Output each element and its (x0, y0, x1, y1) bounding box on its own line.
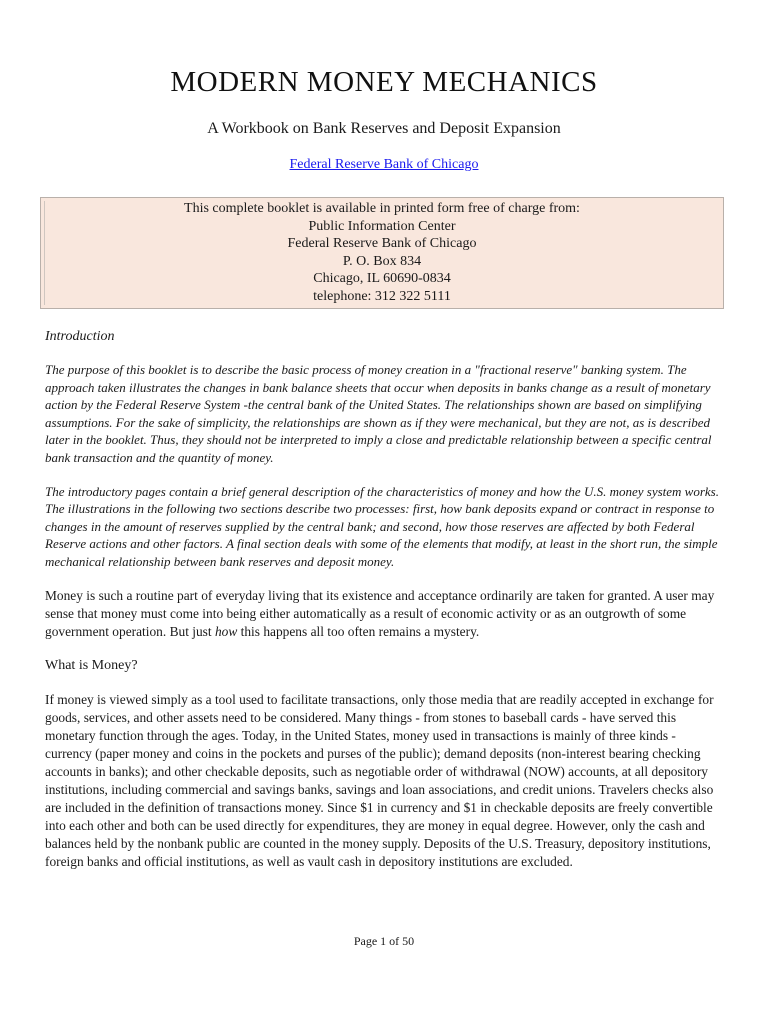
availability-line: Public Information Center (308, 218, 456, 234)
availability-line: Federal Reserve Bank of Chicago (287, 236, 477, 252)
availability-line: This complete booklet is available in printed form free of charge from: (184, 201, 580, 216)
introduction-paragraph-1: The purpose of this booklet is to describe the basic process of money creation in a "fractional reserve" banking system. The approach taken illustrates the changes in bank balance sheets that occur when deposits in banks change as a result of monetary action by the Federal Reserve System -the central bank of the United States. The relationships shown are based on simplifying assumptions. For the sake of simplicity, the relationships are shown as if they were mechanical, but they are not, as is described later in the booklet. Thus, they should not be interpreted to imply a close and predictable relationship between a specific central bank transaction and the quantity of money. (45, 362, 712, 465)
availability-line: P. O. Box 834 (342, 253, 422, 269)
paragraph-text: Money is such a routine part of everyday living that its existence and acceptance ordinarily are taken for granted. A user may sense that money must come into being either automatically as a result of economic activity or as an outgrowth of some government operation. But just (45, 587, 715, 639)
emphasis-how: how (214, 623, 238, 639)
publisher-link[interactable]: Federal Reserve Bank of Chicago (289, 157, 479, 172)
availability-line: telephone: 312 322 5111 (313, 288, 451, 304)
page-number: Page 1 of 50 (353, 934, 415, 948)
publisher-link-row (0, 157, 768, 173)
body-paragraph-money-definition: If money is viewed simply as a tool used to facilitate transactions, only those media that are readily accepted in exchange for goods, services, and other assets need to be considered. Many things - from stones to baseball cards - have served this monetary function through the ages. Today, in the United States, money used in transactions is mainly of three kinds - currency (paper money and coins in the pockets and purses of the public); demand deposits (non-interest bearing checking accounts in banks); and other checkable deposits, such as negotiable order of withdrawal (NOW) accounts, at all depository institutions, including commercial and savings banks, savings and loan associations, and credit unions. Travelers checks also are included in the definition of transactions money. Since $1 in currency and $1 in checkable deposits are freely convertible into each other and both can be used directly for expenditures, they are money in equal degree. However, only the cash and balances held by the nonbank public are counted in the money supply. Deposits of the U.S. Treasury, depository institutions, foreign banks and official institutions, as well as vault cash in depository institutions are excluded. (45, 691, 714, 869)
box-inner-border (44, 201, 45, 305)
document-title: MODERN MONEY MECHANICS (170, 66, 598, 98)
availability-box (40, 197, 724, 309)
availability-line: Chicago, IL 60690-0834 (313, 271, 451, 287)
document-subtitle: A Workbook on Bank Reserves and Deposit Expansion (207, 120, 561, 137)
what-is-money-heading: What is Money? (45, 657, 138, 673)
introduction-paragraph-2: The introductory pages contain a brief general description of the characteristics of money and how the U.S. money system works. The illustrations in the following two sections describe two processes: first, how bank deposits expand or contract in response to changes in the amount of reserves supplied by the central bank; and second, how those reserves are affected by both Federal Reserve actions and other factors. A final section deals with some of the elements that modify, at least in the short run, the simple mechanical relationship between bank reserves and deposit money. (45, 483, 719, 569)
paragraph-text: this happens all too often remains a mystery. (237, 623, 480, 639)
introduction-heading: Introduction (45, 329, 115, 344)
body-paragraph-money-routine (45, 587, 725, 641)
main-content (45, 328, 725, 887)
